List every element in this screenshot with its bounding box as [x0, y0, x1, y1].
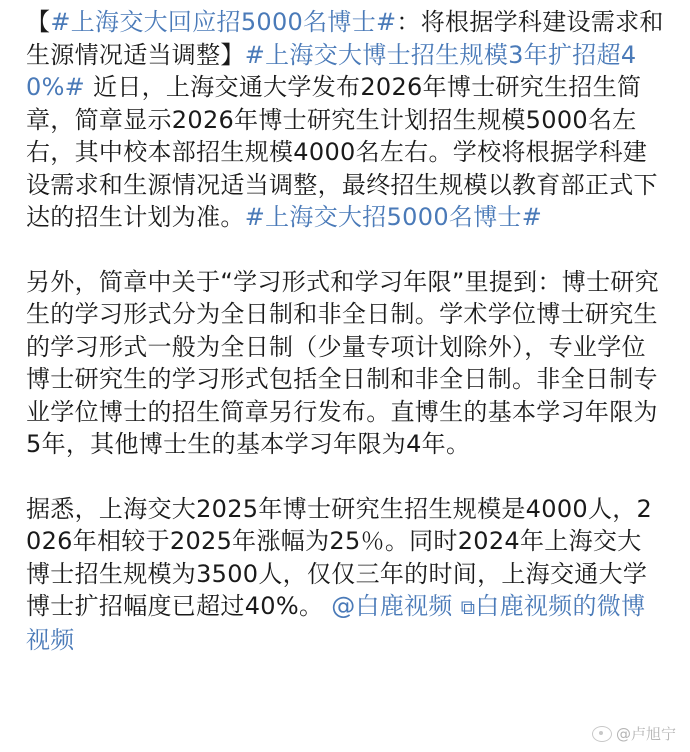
watermark-text: @卢旭宁 — [615, 725, 676, 743]
topic-link-2[interactable]: #上海交大博士招生规模3年扩招超40%# — [26, 40, 637, 101]
paragraph-1 — [26, 6, 664, 234]
video-link-icon[interactable]: ⧉ — [460, 595, 476, 619]
paragraph-3 — [26, 493, 664, 657]
paragraph-1-text-1: ：将根据学科建设需求和生源情况适当调整 — [26, 8, 664, 69]
bracket-open: 【 — [26, 8, 51, 36]
topic-link-3[interactable]: #上海交大招5000名博士# — [244, 203, 543, 231]
bracket-close: 】 — [220, 40, 245, 69]
paragraph-1-text-2: 近日，上海交通大学发布2026年博士研究生招生简章，简章显示2026年博士研究生计划招生规模5000名左右，其中校本部招生规模4000名左右。学校将根据学科建设需求和生源情况适当调整，最终招生规模以教育部正式下达的招生计划为准。 — [26, 73, 658, 231]
topic-link-1[interactable]: #上海交大回应招5000名博士# — [50, 8, 397, 36]
mention-link[interactable]: @白鹿视频 — [331, 592, 453, 620]
video-link[interactable]: 白鹿视频的微博视频 — [26, 592, 646, 654]
watermark — [592, 723, 676, 744]
weibo-logo-icon — [592, 726, 612, 742]
paragraph-3-text: 据悉，上海交大2025年博士研究生招生规模是4000人，2026年相较于2025年涨幅为25％。同时2024年上海交大博士招生规模为3500人，仅仅三年的时间，上海交通大学博士扩招幅度已超过40%。 — [26, 494, 653, 620]
paragraph-2: 另外，简章中关于“学习形式和学习年限”里提到：博士研究生的学习形式分为全日制和非全日制。学术学位博士研究生的学习形式一般为全日制（少量专项计划除外），专业学位博士研究生的学习形式包括全日制和非全日制。非全日制专业学位博士的招生简章另行发布。直博生的基本学习年限为5年，其他博士生的基本学习年限为4年。 — [26, 267, 659, 458]
